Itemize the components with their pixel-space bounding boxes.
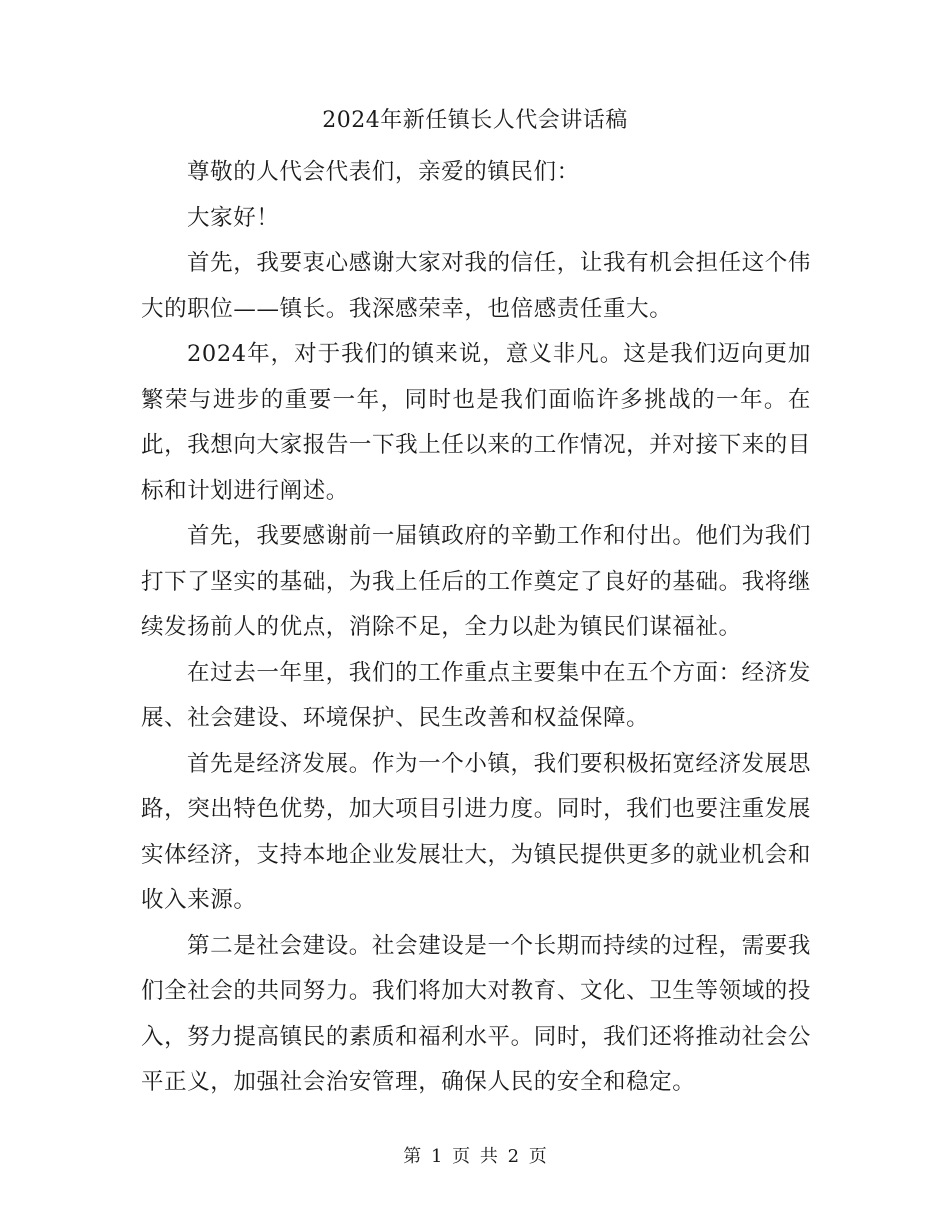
page-number-footer: 第 1 页 共 2 页	[403, 1146, 547, 1167]
document-title: 2024年新任镇长人代会讲话稿	[322, 108, 628, 133]
paragraph-thanks: 首先，我要衷心感谢大家对我的信任，让我有机会担任这个伟大的职位——镇长。我深感荣幸，也倍感责任重大。	[141, 250, 811, 322]
paragraph-greeting: 大家好！	[187, 204, 280, 231]
paragraph-economy: 首先是经济发展。作为一个小镇，我们要积极拓宽经济发展思路，突出特色优势，加大项目引进力度。同时，我们也要注重发展实体经济，支持本地企业发展壮大，为镇民提供更多的就业机会和收入来源。	[141, 750, 811, 913]
paragraph-priorities: 在过去一年里，我们的工作重点主要集中在五个方面：经济发展、社会建设、环境保护、民生改善和权益保障。	[141, 659, 811, 731]
paragraph-salutation: 尊敬的人代会代表们，亲爱的镇民们：	[187, 159, 580, 185]
document-body	[141, 150, 811, 1106]
paragraph-predecessors: 首先，我要感谢前一届镇政府的辛勤工作和付出。他们为我们打下了坚实的基础，为我上任后的工作奠定了良好的基础。我将继续发扬前人的优点，消除不足，全力以赴为镇民们谋福祉。	[141, 523, 811, 640]
paragraph-society: 第二是社会建设。社会建设是一个长期而持续的过程，需要我们全社会的共同努力。我们将加大对教育、文化、卫生等领域的投入，努力提高镇民的素质和福利水平。同时，我们还将推动社会公平正义，加强社会治安管理，确保人民的安全和稳定。	[141, 932, 811, 1095]
paragraph-year-overview: 2024年，对于我们的镇来说，意义非凡。这是我们迈向更加繁荣与进步的重要一年，同时也是我们面临许多挑战的一年。在此，我想向大家报告一下我上任以来的工作情况，并对接下来的目标和计划进行阐述。	[141, 341, 811, 504]
